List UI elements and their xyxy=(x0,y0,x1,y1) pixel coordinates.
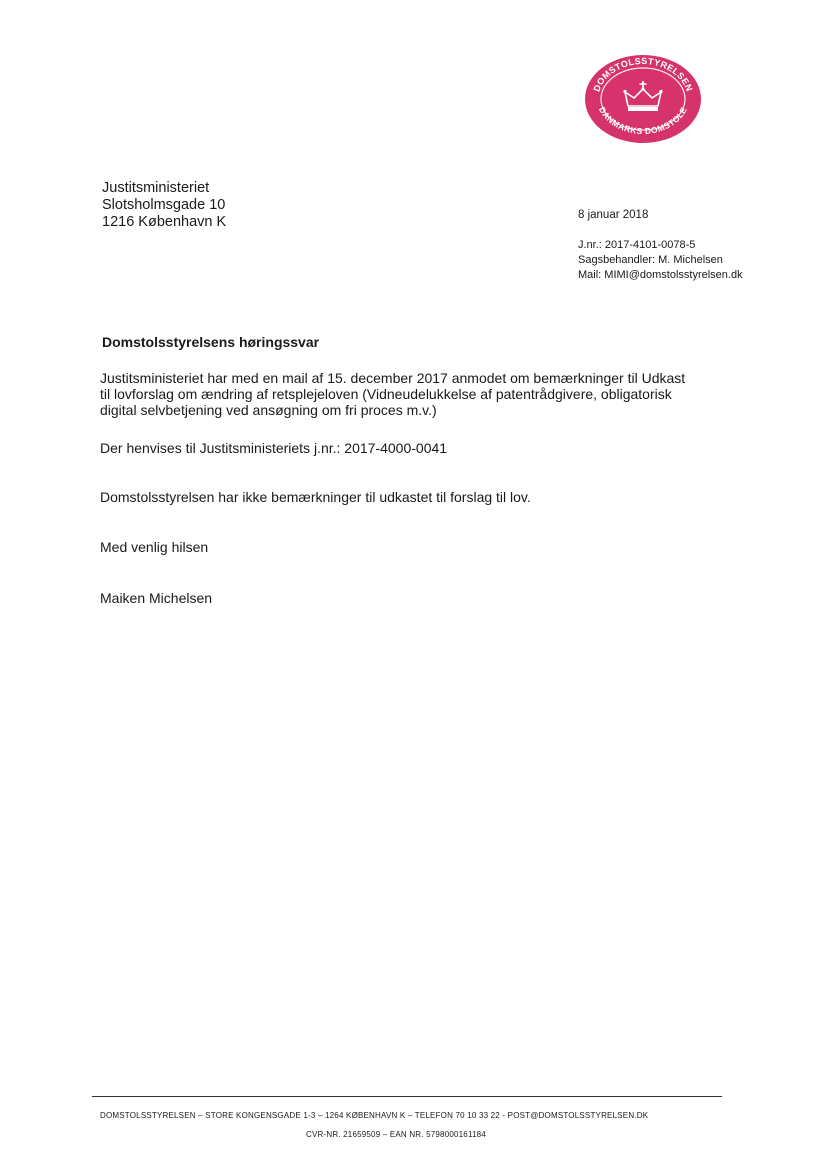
recipient-street: Slotsholmsgade 10 xyxy=(102,197,226,213)
body-paragraph-1 xyxy=(100,370,730,418)
footer-registration: CVR-NR. 21659509 – EAN NR. 5798000161184 xyxy=(306,1130,486,1139)
signature: Maiken Michelsen xyxy=(100,590,213,606)
body-line: Justitsministeriet har med en mail af 15. december 2017 anmodet om bemærkninger til Udkast xyxy=(100,370,686,386)
recipient-address xyxy=(102,180,226,231)
caseworker: Sagsbehandler: M. Michelsen xyxy=(578,254,723,266)
case-meta xyxy=(578,238,743,283)
body-paragraph-2: Der henvises til Justitsministeriets j.nr.: 2017-4000-0041 xyxy=(100,440,448,456)
body-line: digital selvbetjening ved ansøgning om fri proces m.v.) xyxy=(100,402,437,418)
logo-text-top: DOMSTOLSSTYRELSEN xyxy=(591,55,695,93)
closing: Med venlig hilsen xyxy=(100,539,209,555)
footer-address: DOMSTOLSSTYRELSEN – STORE KONGENSGADE 1-3 – 1264 KØBENHAVN K – TELEFON 70 10 33 22 - POST@DOMSTOLSSTYRELSEN.DK xyxy=(100,1111,649,1120)
domstolsstyrelsen-logo xyxy=(584,54,702,144)
recipient-city: 1216 København K xyxy=(102,214,227,230)
footer-divider xyxy=(92,1096,722,1097)
letter-date: 8 januar 2018 xyxy=(578,209,649,221)
body-line: til lovforslag om ændring af retsplejeloven (Vidneudelukkelse af patentrådgivere, obligatorisk xyxy=(100,386,672,402)
contact-mail: Mail: MIMI@domstolsstyrelsen.dk xyxy=(578,269,743,281)
letter-subject: Domstolsstyrelsens høringssvar xyxy=(102,334,320,350)
body-paragraph-3: Domstolsstyrelsen har ikke bemærkninger til udkastet til forslag til lov. xyxy=(100,489,531,505)
logo-text-bottom: DANMARKS DOMSTOLE xyxy=(596,105,690,137)
recipient-name: Justitsministeriet xyxy=(102,180,210,196)
journal-number: J.nr.: 2017-4101-0078-5 xyxy=(578,239,696,251)
